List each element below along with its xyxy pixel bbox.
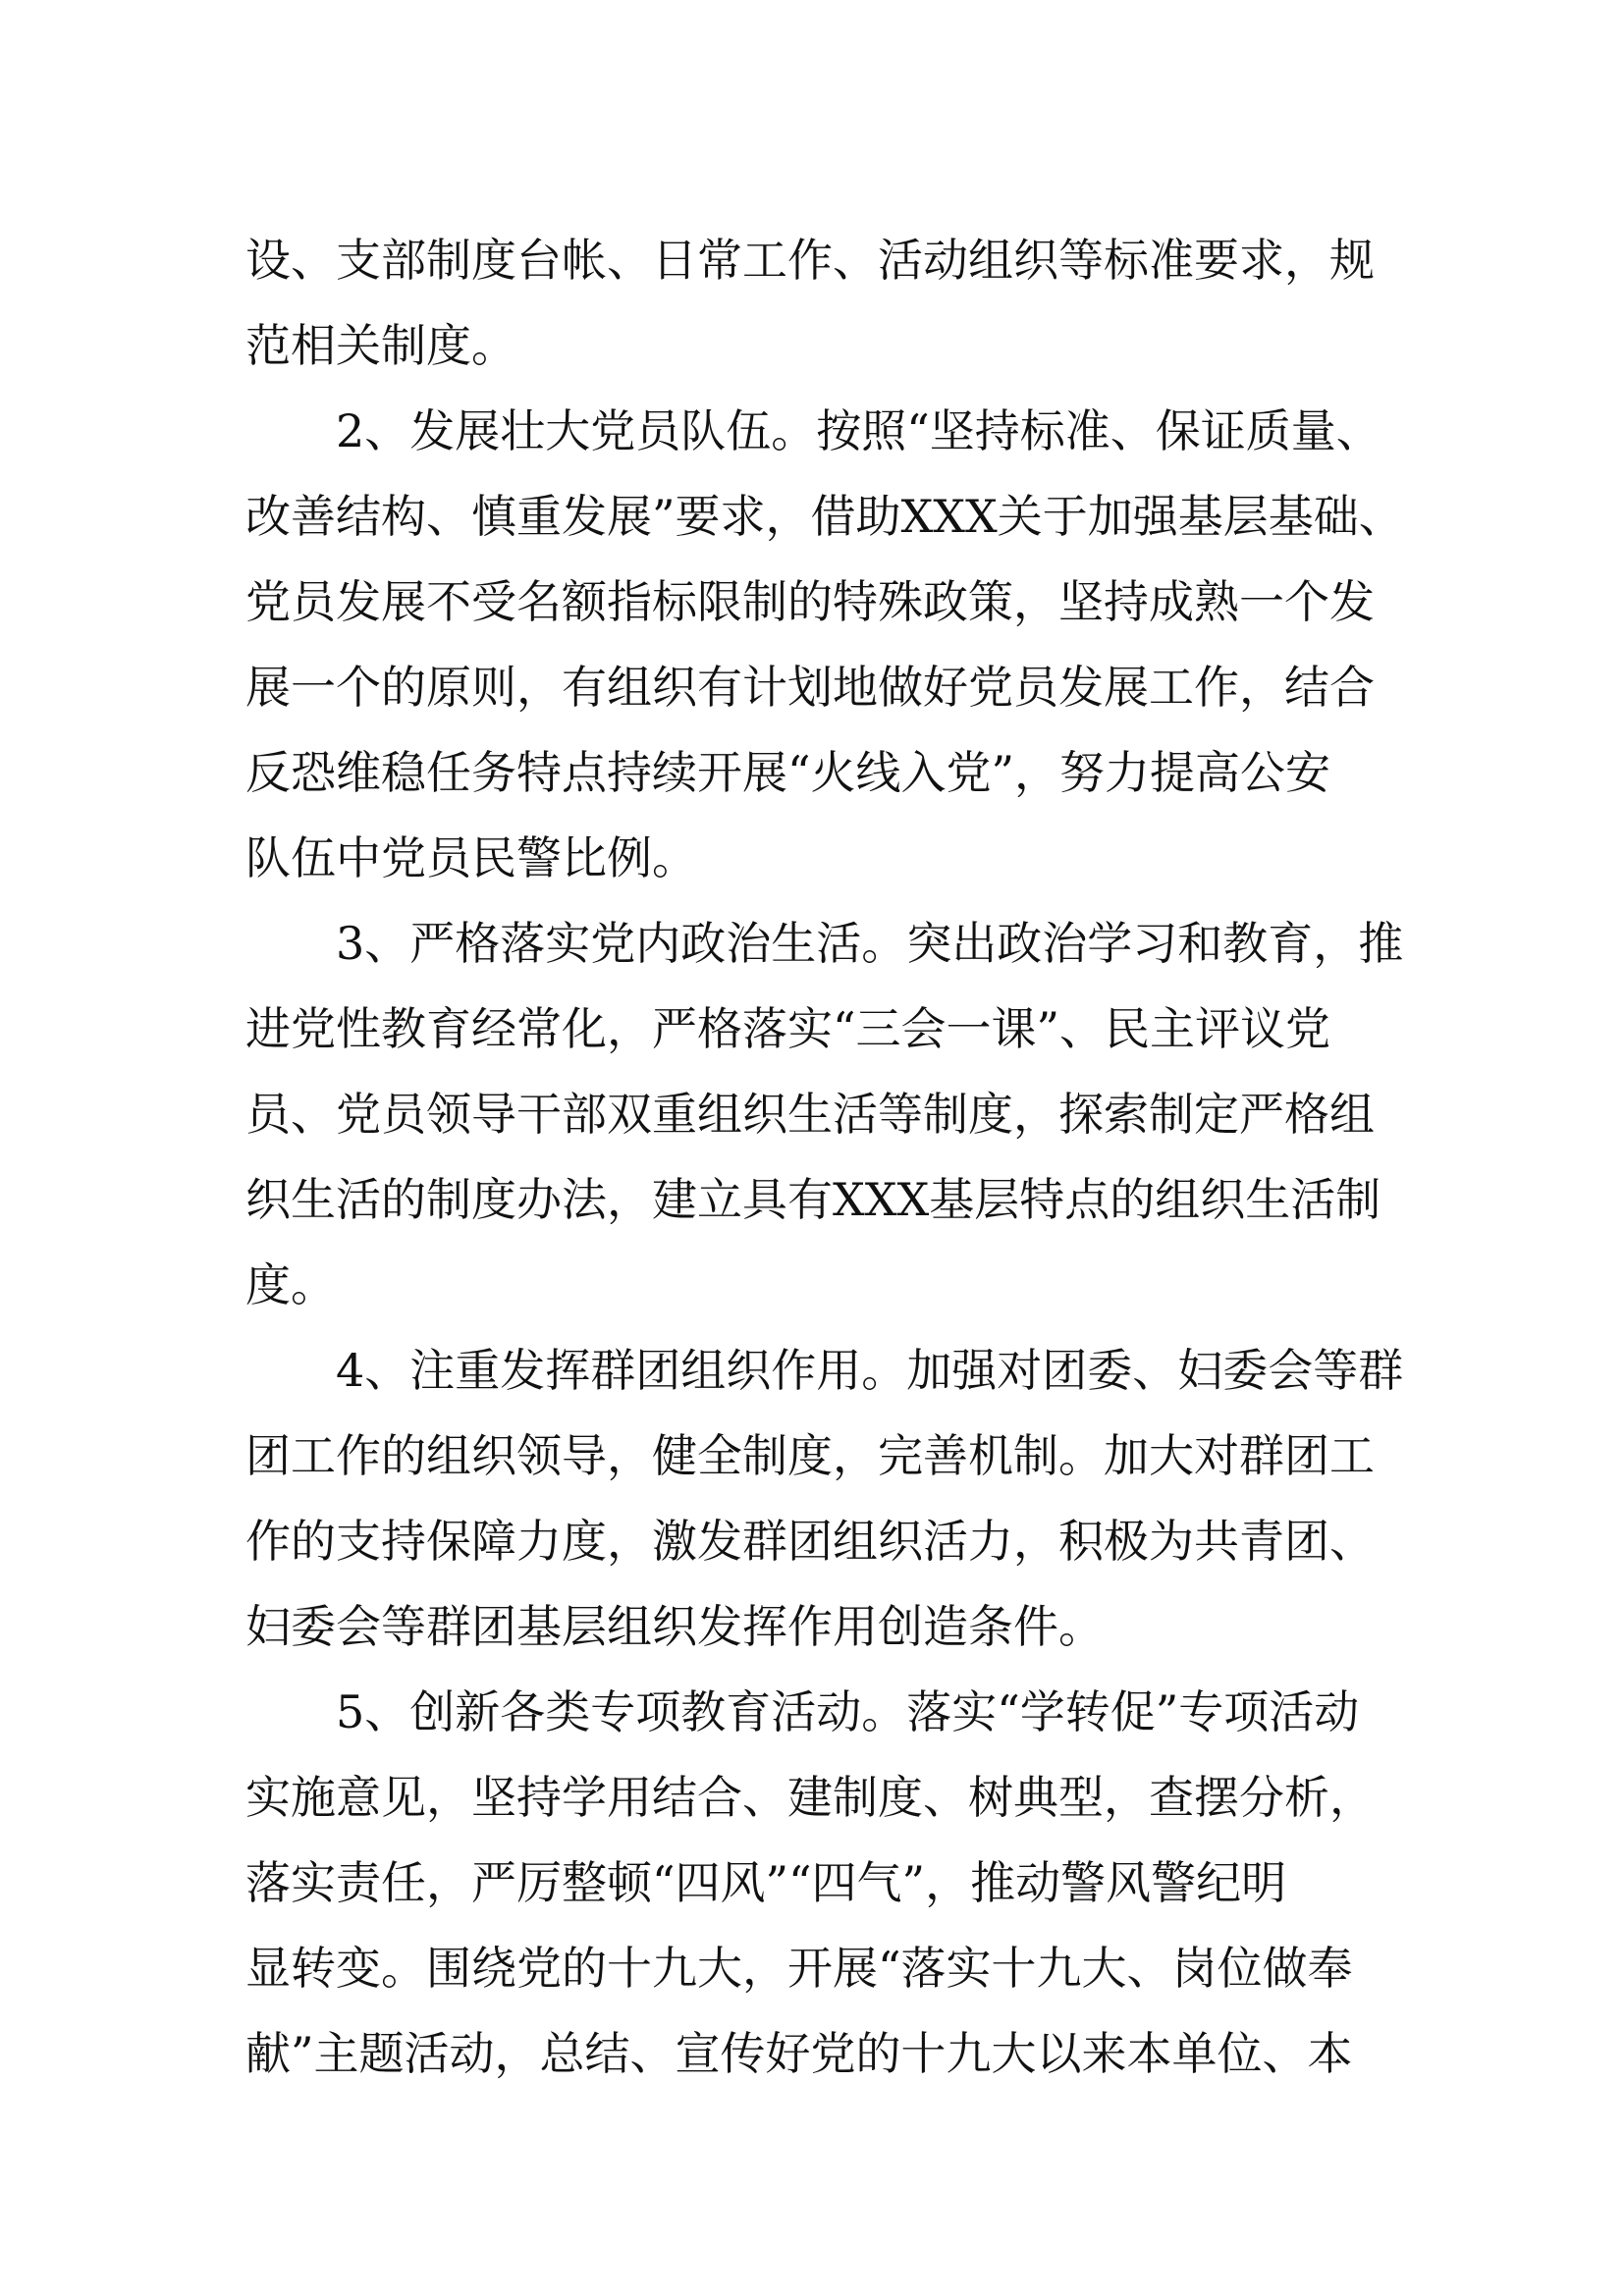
text-line: 改善结构、慎重发展”要求，借助XXX关于加强基层基础、 bbox=[245, 490, 1404, 543]
text-line: 范相关制度。 bbox=[245, 319, 516, 372]
document-body bbox=[245, 218, 1404, 2097]
text-line: 进党性教育经常化，严格落实“三会一课”、民主评议党 bbox=[245, 1002, 1331, 1055]
paragraph-2-party-member-team bbox=[245, 389, 1404, 901]
text-line: 3、严格落实党内政治生活。突出政治学习和教育，推 bbox=[336, 917, 1404, 970]
paragraph-4-mass-organizations bbox=[245, 1328, 1404, 1670]
text-line: 团工作的组织领导，健全制度，完善机制。加大对群团工 bbox=[245, 1429, 1375, 1482]
text-line: 2、发展壮大党员队伍。按照“坚持标准、保证质量、 bbox=[336, 404, 1381, 457]
paragraph-3-political-life bbox=[245, 901, 1404, 1328]
text-line: 5、创新各类专项教育活动。落实“学转促”专项活动 bbox=[336, 1685, 1360, 1738]
text-line: 设、支部制度台帐、日常工作、活动组织等标准要求，规 bbox=[245, 234, 1375, 287]
text-line: 度。 bbox=[245, 1258, 336, 1311]
paragraph-1-continued bbox=[245, 218, 1384, 389]
text-line: 党员发展不受名额指标限制的特殊政策，坚持成熟一个发 bbox=[245, 575, 1375, 628]
text-line: 妇委会等群团基层组织发挥作用创造条件。 bbox=[245, 1600, 1104, 1653]
text-line: 员、党员领导干部双重组织生活等制度，探索制定严格组 bbox=[245, 1088, 1375, 1141]
text-line: 反恐维稳任务特点持续开展“火线入党”，努力提高公安 bbox=[245, 746, 1331, 799]
paragraph-5-special-education bbox=[245, 1670, 1384, 2097]
text-line: 作的支持保障力度，激发群团组织活力，积极为共青团、 bbox=[245, 1515, 1375, 1568]
text-line: 实施意见，坚持学用结合、建制度、树典型，查摆分析， bbox=[245, 1771, 1375, 1824]
text-line: 织生活的制度办法，建立具有XXX基层特点的组织生活制 bbox=[245, 1173, 1381, 1226]
text-line: 显转变。围绕党的十九大，开展“落实十九大、岗位做奉 bbox=[245, 1942, 1353, 1995]
text-line: 展一个的原则，有组织有计划地做好党员发展工作，结合 bbox=[245, 661, 1375, 714]
text-line: 落实责任，严厉整顿“四风”“四气”，推动警风警纪明 bbox=[245, 1856, 1287, 1909]
text-line: 4、注重发挥群团组织作用。加强对团委、妇委会等群 bbox=[336, 1344, 1404, 1397]
text-line: 队伍中党员民警比例。 bbox=[245, 831, 697, 884]
text-line: 献”主题活动，总结、宣传好党的十九大以来本单位、本 bbox=[245, 2027, 1353, 2080]
